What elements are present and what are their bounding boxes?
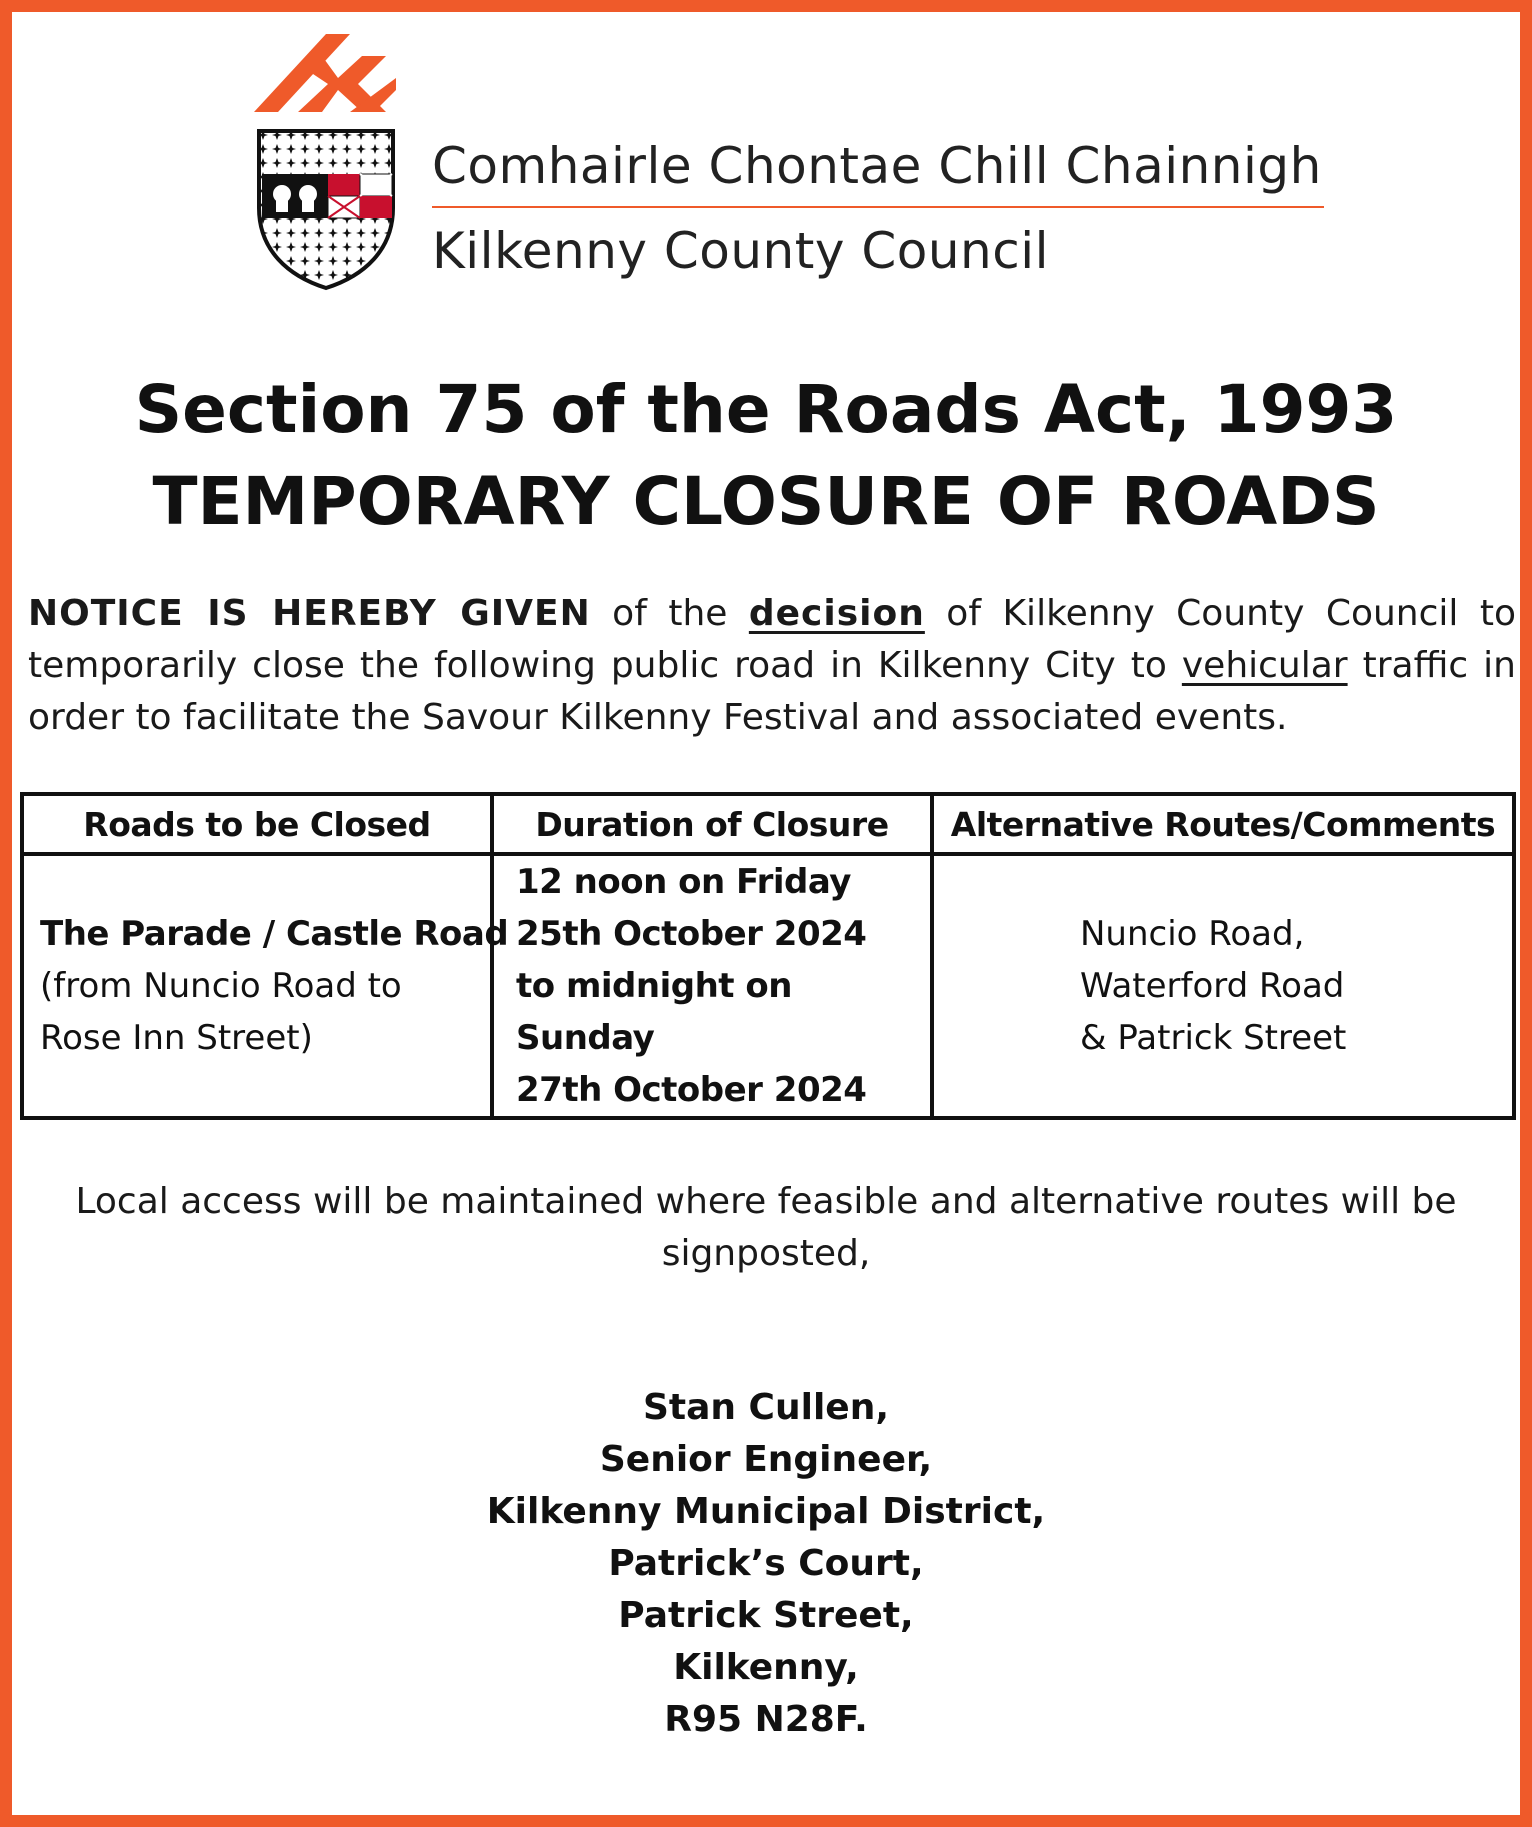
closures-table — [20, 792, 1516, 1120]
alternative-route: Nuncio Road, — [1080, 914, 1305, 954]
org-name-divider — [432, 206, 1324, 208]
cell-alternatives — [932, 854, 1514, 1118]
table-row — [22, 854, 1514, 1118]
kcc-chevron-logo-icon — [254, 34, 396, 112]
duration-line: 25th October 2024 — [516, 914, 867, 954]
header-roads: Roads to be Closed — [22, 794, 492, 854]
road-name: The Parade / Castle Road — [40, 914, 509, 954]
duration-line: 12 noon on Friday — [516, 862, 851, 902]
kilkenny-coat-of-arms-icon — [256, 128, 396, 291]
notice-decision: decision — [748, 593, 925, 634]
access-note: Local access will be maintained where feasible and alternative routes will be signposted, — [75, 1181, 1457, 1274]
notice-text-2: of Kilkenny County Council to temporarily close the following public road in Kilkenny City to — [28, 593, 1517, 686]
signature-name: Stan Cullen, — [642, 1387, 890, 1428]
duration-line: to midnight on Sunday — [516, 966, 792, 1058]
notice-lead: NOTICE IS HEREBY GIVEN — [28, 593, 591, 634]
header-duration: Duration of Closure — [492, 794, 932, 854]
org-name-irish: Comhairle Chontae Chill Chainnigh — [432, 137, 1322, 195]
duration-line: 27th October 2024 — [516, 1070, 867, 1110]
notice-text-3: traffic in order to facilitate the Savour Kilkenny Festival and associated events. — [28, 645, 1516, 738]
signature-district: Kilkenny Municipal District, — [486, 1491, 1046, 1532]
act-title: Section 75 of the Roads Act, 1993 — [134, 371, 1398, 448]
notice-titles — [12, 364, 1520, 548]
org-name-english: Kilkenny County Council — [432, 222, 1049, 280]
road-detail-1: (from Nuncio Road to — [40, 966, 402, 1006]
header-alternatives: Alternative Routes/Comments — [932, 794, 1514, 854]
signature-eircode: R95 N28F. — [664, 1699, 868, 1740]
alternative-route: & Patrick Street — [1080, 1018, 1347, 1058]
closure-title: TEMPORARY CLOSURE OF ROADS — [152, 463, 1380, 540]
signature-address-line: Patrick’s Court, — [608, 1543, 924, 1584]
signature-address-line: Kilkenny, — [673, 1647, 859, 1688]
organisation-name — [432, 132, 1324, 282]
notice-paragraph — [28, 588, 1516, 744]
alternative-route: Waterford Road — [1080, 966, 1345, 1006]
road-detail-2: Rose Inn Street) — [40, 1018, 313, 1058]
cell-duration — [492, 854, 932, 1118]
signature-block — [12, 1382, 1520, 1746]
table-header-row — [22, 794, 1514, 854]
cell-road — [22, 854, 509, 1118]
notice-vehicular: vehicular — [1181, 645, 1348, 686]
signature-address-line: Patrick Street, — [618, 1595, 914, 1636]
notice-text-1: of the — [590, 593, 749, 634]
signature-title: Senior Engineer, — [599, 1439, 933, 1480]
